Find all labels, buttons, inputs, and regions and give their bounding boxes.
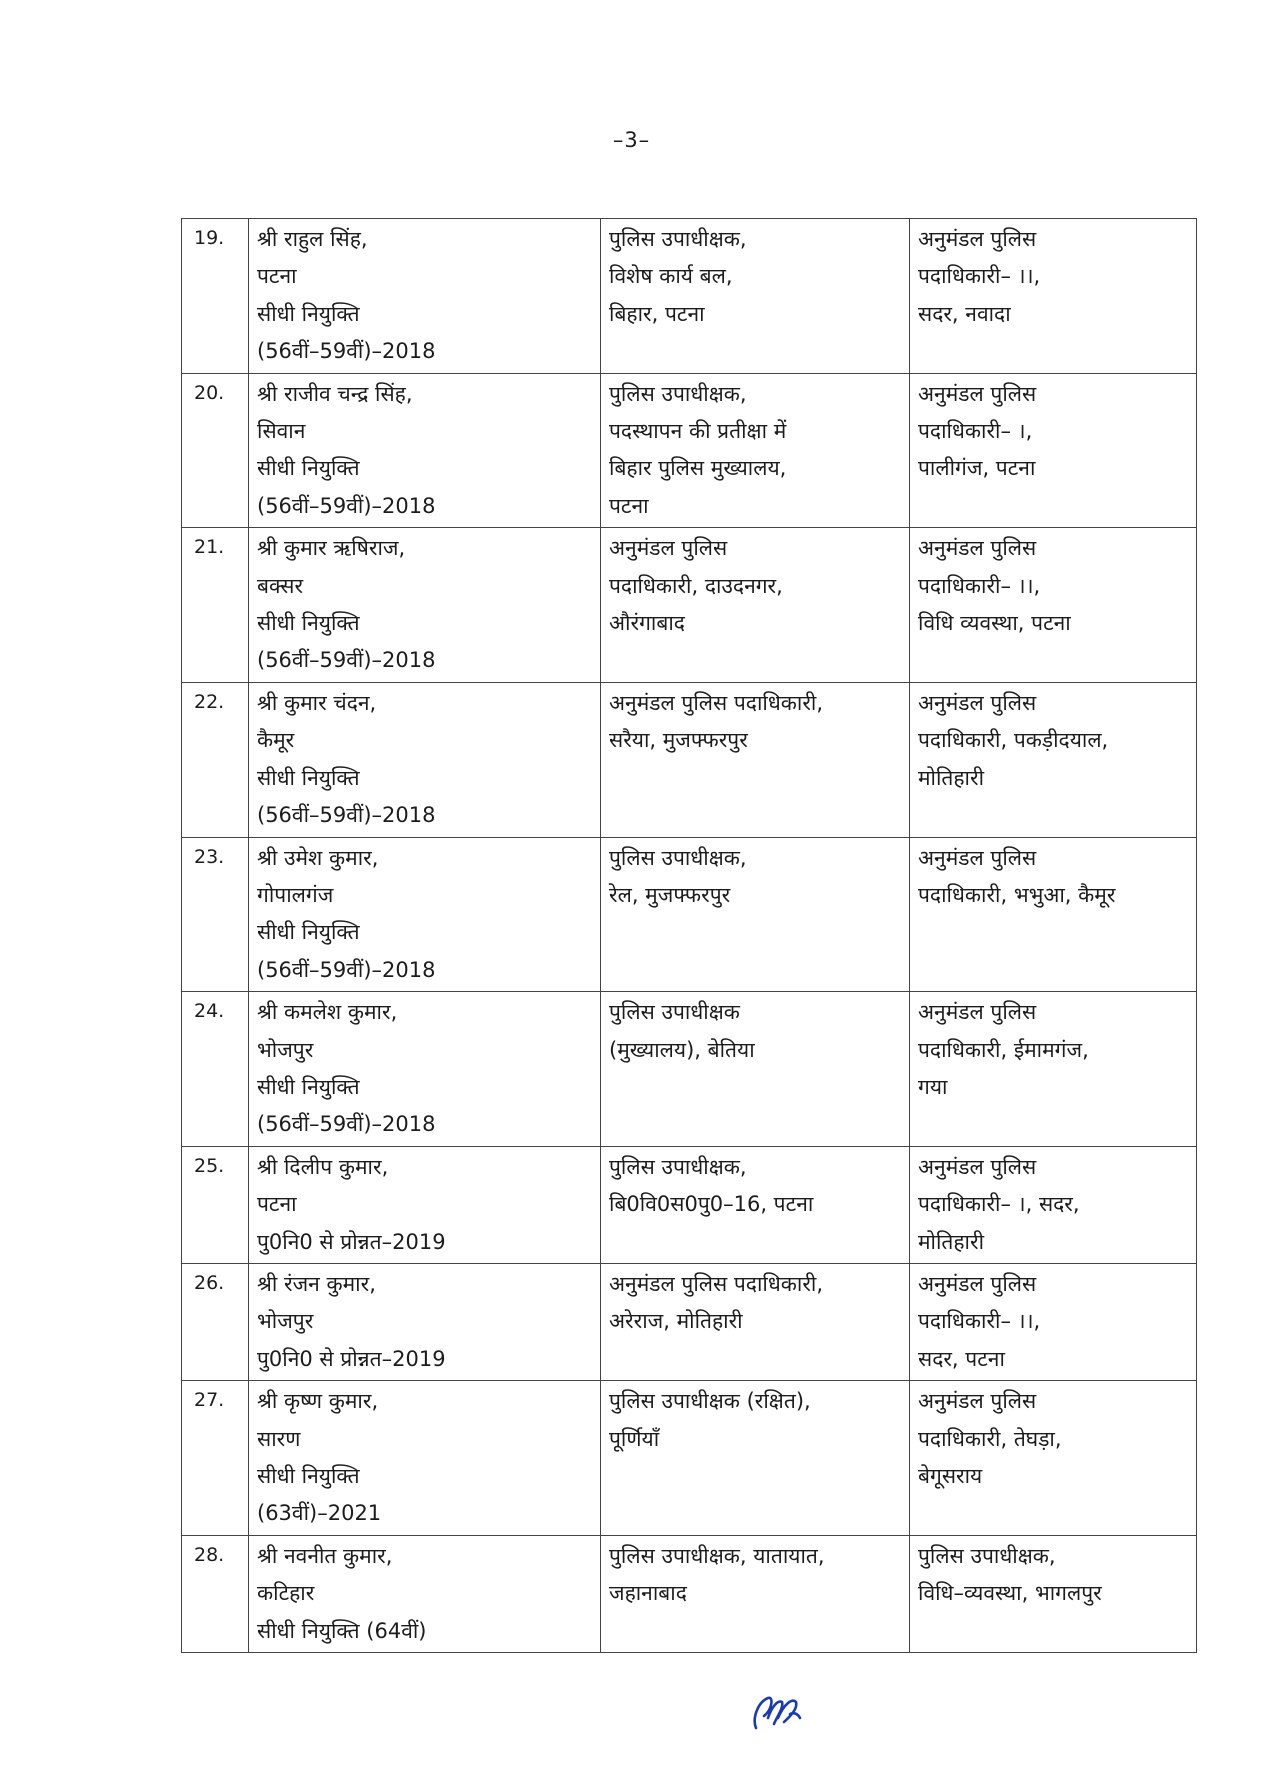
officer-detail-line: श्री राजीव चन्द्र सिंह, xyxy=(257,381,413,406)
table-row xyxy=(182,219,1197,374)
officer-detail-line: सीधी नियुक्ति xyxy=(257,1464,360,1488)
new-posting-line: पदाधिकारी, पकड़ीदयाल, xyxy=(918,728,1109,753)
new-posting-line: मोतिहारी xyxy=(918,1229,985,1254)
officer-name-cell xyxy=(249,219,601,374)
current-posting-line: अनुमंडल पुलिस xyxy=(609,536,728,561)
current-posting-cell xyxy=(601,373,910,528)
current-posting-line: पुलिस उपाधीक्षक, यातायात, xyxy=(609,1543,825,1568)
officer-detail-line: (56वीं–59वीं)–2018 xyxy=(257,339,436,364)
serial-number: 27. xyxy=(182,1381,249,1536)
current-posting-cell xyxy=(601,1263,910,1380)
officer-detail-line: (56वीं–59वीं)–2018 xyxy=(257,1112,436,1137)
new-posting-line: विधि–व्यवस्था, भागलपुर xyxy=(918,1581,1102,1606)
officer-detail-line: सीधी नियुक्ति xyxy=(257,301,360,326)
new-posting-line: अनुमंडल पुलिस xyxy=(918,690,1037,715)
table-row xyxy=(182,528,1197,683)
new-posting-line: पुलिस उपाधीक्षक, xyxy=(918,1543,1056,1568)
serial-number: 21. xyxy=(182,528,249,683)
current-posting-cell xyxy=(601,682,910,837)
table-row xyxy=(182,682,1197,837)
new-posting-cell xyxy=(910,528,1197,683)
officer-detail-line: सीधी नियुक्ति xyxy=(257,456,360,481)
officer-name-cell xyxy=(249,373,601,528)
officer-name-cell xyxy=(249,1263,601,1380)
serial-number: 28. xyxy=(182,1535,249,1652)
new-posting-line: अनुमंडल पुलिस xyxy=(918,381,1037,406)
new-posting-line: पदाधिकारी– ।।, xyxy=(918,264,1041,289)
officer-name-cell xyxy=(249,837,601,992)
new-posting-cell xyxy=(910,837,1197,992)
officer-detail-line: सीधी नियुक्ति xyxy=(257,765,360,790)
new-posting-cell xyxy=(910,1263,1197,1380)
current-posting-line: पुलिस उपाधीक्षक, xyxy=(609,227,747,251)
officer-name-cell xyxy=(249,992,601,1147)
officer-detail-line: (56वीं–59वीं)–2018 xyxy=(257,803,436,828)
officer-detail-line: बक्सर xyxy=(257,573,304,598)
new-posting-line: बेगूसराय xyxy=(918,1464,983,1488)
current-posting-line: पुलिस उपाधीक्षक xyxy=(609,1000,740,1025)
officer-detail-line: पटना xyxy=(257,1192,297,1217)
officer-detail-line: सीधी नियुक्ति xyxy=(257,1074,360,1099)
new-posting-cell xyxy=(910,1146,1197,1263)
new-posting-line: पदाधिकारी– ।।, xyxy=(918,573,1041,598)
table-row xyxy=(182,1263,1197,1380)
new-posting-line: पदाधिकारी– ।, सदर, xyxy=(918,1192,1080,1217)
officer-detail-line: सारण xyxy=(257,1426,301,1451)
current-posting-line: पदस्थापन की प्रतीक्षा में xyxy=(609,419,787,444)
new-posting-line: सदर, नवादा xyxy=(918,301,1011,326)
table-body xyxy=(182,219,1197,1653)
officer-detail-line: पु0नि0 से प्रोन्नत–2019 xyxy=(257,1346,446,1371)
serial-number: 22. xyxy=(182,682,249,837)
current-posting-line: पटना xyxy=(609,493,649,518)
new-posting-line: अनुमंडल पुलिस xyxy=(918,1154,1037,1179)
signature-mark xyxy=(748,1688,804,1736)
current-posting-line: बि0वि0स0पु0–16, पटना xyxy=(609,1192,814,1217)
serial-number: 25. xyxy=(182,1146,249,1263)
new-posting-cell xyxy=(910,1535,1197,1652)
current-posting-line: औरंगाबाद xyxy=(609,611,685,636)
current-posting-line: पुलिस उपाधीक्षक, xyxy=(609,381,747,406)
current-posting-line: पुलिस उपाधीक्षक, xyxy=(609,845,747,870)
current-posting-line: पूर्णियाँ xyxy=(609,1426,660,1451)
officer-detail-line: श्री नवनीत कुमार, xyxy=(257,1543,393,1568)
new-posting-line: अनुमंडल पुलिस xyxy=(918,845,1037,870)
new-posting-line: अनुमंडल पुलिस xyxy=(918,1271,1037,1296)
officer-detail-line: कटिहार xyxy=(257,1581,315,1606)
current-posting-line: पदाधिकारी, दाउदनगर, xyxy=(609,573,783,598)
table-row xyxy=(182,1381,1197,1536)
officer-detail-line: (63वीं)–2021 xyxy=(257,1501,382,1526)
officer-name-cell xyxy=(249,1146,601,1263)
transfer-table xyxy=(181,218,1197,1653)
new-posting-line: पदाधिकारी, तेघड़ा, xyxy=(918,1426,1062,1451)
current-posting-cell xyxy=(601,219,910,374)
new-posting-line: अनुमंडल पुलिस xyxy=(918,227,1037,251)
current-posting-line: पुलिस उपाधीक्षक (रक्षित), xyxy=(609,1389,811,1414)
officer-name-cell xyxy=(249,528,601,683)
officer-detail-line: भोजपुर xyxy=(257,1309,314,1334)
officer-detail-line: (56वीं–59वीं)–2018 xyxy=(257,648,436,673)
officer-detail-line: श्री रंजन कुमार, xyxy=(257,1271,376,1296)
officer-detail-line: श्री दिलीप कुमार, xyxy=(257,1154,389,1179)
officer-name-cell xyxy=(249,682,601,837)
new-posting-line: पदाधिकारी– ।।, xyxy=(918,1309,1041,1334)
officer-detail-line: सिवान xyxy=(257,419,306,444)
current-posting-cell xyxy=(601,992,910,1147)
officer-detail-line: श्री कमलेश कुमार, xyxy=(257,1000,398,1025)
new-posting-line: विधि व्यवस्था, पटना xyxy=(918,611,1071,636)
officer-detail-line: पटना xyxy=(257,264,297,289)
new-posting-line: पालीगंज, पटना xyxy=(918,456,1036,481)
new-posting-line: मोतिहारी xyxy=(918,765,985,790)
officer-detail-line: पु0नि0 से प्रोन्नत–2019 xyxy=(257,1229,446,1254)
officer-detail-line: श्री राहुल सिंह, xyxy=(257,227,368,251)
serial-number: 26. xyxy=(182,1263,249,1380)
current-posting-line: पुलिस उपाधीक्षक, xyxy=(609,1154,747,1179)
new-posting-line: अनुमंडल पुलिस xyxy=(918,1000,1037,1025)
table-row xyxy=(182,992,1197,1147)
officer-detail-line: श्री उमेश कुमार, xyxy=(257,845,379,870)
current-posting-line: अनुमंडल पुलिस पदाधिकारी, xyxy=(609,690,824,715)
current-posting-cell xyxy=(601,837,910,992)
table-row xyxy=(182,373,1197,528)
current-posting-cell xyxy=(601,1146,910,1263)
table-row xyxy=(182,837,1197,992)
officer-detail-line: सीधी नियुक्ति xyxy=(257,920,360,945)
officer-detail-line: सीधी नियुक्ति xyxy=(257,611,360,636)
current-posting-cell xyxy=(601,1535,910,1652)
officer-detail-line: गोपालगंज xyxy=(257,882,334,907)
new-posting-cell xyxy=(910,992,1197,1147)
new-posting-line: सदर, पटना xyxy=(918,1346,1005,1371)
officer-detail-line: श्री कुमार चंदन, xyxy=(257,690,377,715)
officer-detail-line: (56वीं–59वीं)–2018 xyxy=(257,957,436,982)
officer-detail-line: भोजपुर xyxy=(257,1037,314,1062)
new-posting-line: पदाधिकारी, ईमामगंज, xyxy=(918,1037,1089,1062)
officer-name-cell xyxy=(249,1381,601,1536)
current-posting-line: बिहार पुलिस मुख्यालय, xyxy=(609,456,787,481)
new-posting-cell xyxy=(910,219,1197,374)
serial-number: 19. xyxy=(182,219,249,374)
serial-number: 20. xyxy=(182,373,249,528)
officer-detail-line: सीधी नियुक्ति (64वीं) xyxy=(257,1618,427,1643)
new-posting-cell xyxy=(910,1381,1197,1536)
new-posting-cell xyxy=(910,373,1197,528)
current-posting-line: बिहार, पटना xyxy=(609,301,705,326)
officer-name-cell xyxy=(249,1535,601,1652)
table-row xyxy=(182,1146,1197,1263)
serial-number: 24. xyxy=(182,992,249,1147)
serial-number: 23. xyxy=(182,837,249,992)
new-posting-line: गया xyxy=(918,1074,948,1099)
table-row xyxy=(182,1535,1197,1652)
new-posting-line: पदाधिकारी– ।, xyxy=(918,419,1033,444)
new-posting-line: अनुमंडल पुलिस xyxy=(918,536,1037,561)
new-posting-cell xyxy=(910,682,1197,837)
current-posting-line: सरैया, मुजफ्फरपुर xyxy=(609,728,748,753)
page-number: –3– xyxy=(612,128,651,152)
officer-detail-line: श्री कुमार ऋषिराज, xyxy=(257,536,406,561)
current-posting-cell xyxy=(601,1381,910,1536)
current-posting-line: (मुख्यालय), बेतिया xyxy=(609,1037,755,1062)
current-posting-line: अरेराज, मोतिहारी xyxy=(609,1309,743,1334)
new-posting-line: अनुमंडल पुलिस xyxy=(918,1389,1037,1414)
new-posting-line: पदाधिकारी, भभुआ, कैमूर xyxy=(918,882,1116,907)
current-posting-line: रेल, मुजफ्फरपुर xyxy=(609,882,731,907)
officer-detail-line: (56वीं–59वीं)–2018 xyxy=(257,493,436,518)
current-posting-cell xyxy=(601,528,910,683)
officer-detail-line: कैमूर xyxy=(257,728,295,753)
current-posting-line: विशेष कार्य बल, xyxy=(609,264,733,289)
current-posting-line: अनुमंडल पुलिस पदाधिकारी, xyxy=(609,1271,824,1296)
current-posting-line: जहानाबाद xyxy=(609,1581,687,1606)
officer-detail-line: श्री कृष्ण कुमार, xyxy=(257,1389,379,1414)
